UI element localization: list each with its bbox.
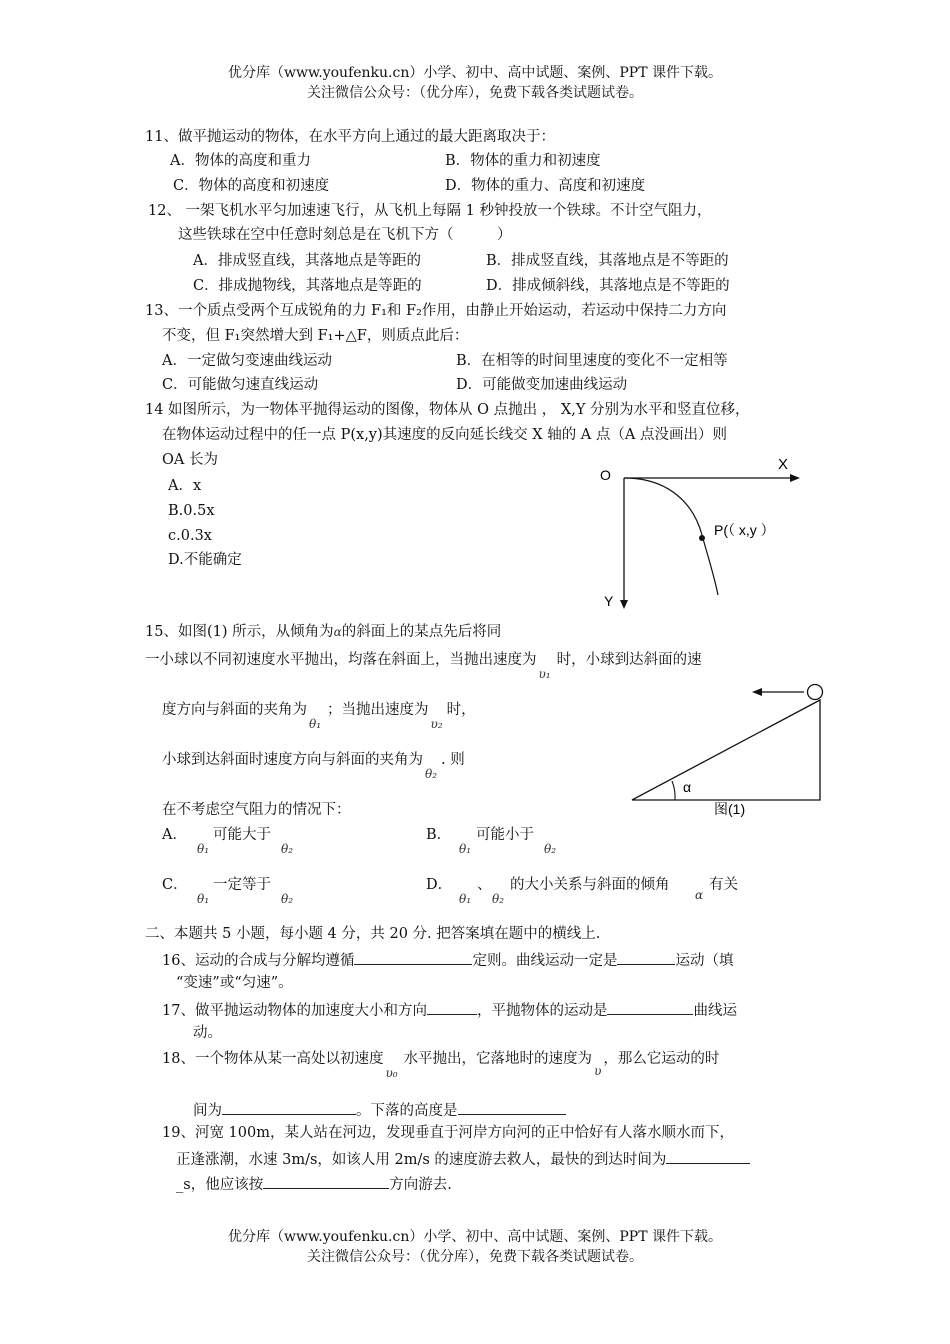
q15-option-a-label: A． bbox=[162, 827, 187, 843]
q15-stem-4: 小球到达斜面时速度方向与斜面的夹角为$_{\theta_2}$. 则 bbox=[162, 752, 465, 781]
q15-option-d-text: 的大小关系与斜面的倾角 bbox=[510, 877, 670, 893]
section-2-title: 二、本题共 5 小题，每小题 4 分，共 20 分. 把答案填在题中的横线上. bbox=[145, 926, 601, 942]
ball-icon bbox=[808, 685, 823, 700]
q11-option-c: C．物体的高度和初速度 bbox=[173, 178, 330, 194]
q13-option-d: D．可能做变加速曲线运动 bbox=[456, 377, 628, 393]
q14-option-d: D.不能确定 bbox=[168, 552, 242, 568]
alpha-symbol: α bbox=[333, 625, 342, 639]
incline-angle-label: α bbox=[683, 779, 692, 795]
q15-d-theta1: θ₁ bbox=[459, 892, 472, 906]
x-axis-label: X bbox=[778, 456, 789, 473]
q12-option-d: D．排成倾斜线，其落地点是不等距的 bbox=[486, 278, 730, 294]
q15-c-theta2: θ₂ bbox=[281, 892, 294, 906]
q15-option-b-label: B． bbox=[426, 827, 452, 843]
q19-stem-1: 19、河宽 100m，某人站在河边，发现垂直于河岸方向河的正中恰好有人落水顺水而下， bbox=[162, 1125, 734, 1141]
q15-stem-2: 一小球以不同初速度水平抛出，均落在斜面上，当抛出速度为$_{\upsilon_1}$时，小球到达斜面的速 bbox=[145, 652, 702, 681]
v-symbol: υ bbox=[594, 1064, 602, 1078]
q15-d-separator: 、 bbox=[477, 877, 492, 893]
q15-stem-3: 度方向与斜面的夹角为$_{\theta_1}$；当抛出速度为$_{\upsilon_2}$时， bbox=[162, 702, 476, 731]
q11-option-b: B．物体的重力和初速度 bbox=[445, 153, 601, 169]
q15-c-theta1: θ₁ bbox=[197, 892, 210, 906]
q15-b-theta1: θ₁ bbox=[459, 842, 472, 856]
q17-stem-2: 动。 bbox=[193, 1025, 222, 1041]
q17-stem-1: 17、做平抛运动物体的加速度大小和方向 ，平抛物体的运动是 曲线运 bbox=[162, 1000, 737, 1020]
header-line-2: 关注微信公众号：（优分库），免费下载各类试题试卷。 bbox=[307, 85, 643, 101]
q14-option-b: B.0.5x bbox=[168, 503, 215, 519]
x-axis-arrow-icon bbox=[790, 474, 800, 482]
q14-stem-1: 14 如图所示，为一物体平抛得运动的图像，物体从 O 点抛出 ， X,Y 分别为水平和竖直位移， bbox=[145, 402, 750, 418]
q11-option-d: D．物体的重力、高度和初速度 bbox=[445, 178, 646, 194]
origin-label: O bbox=[600, 467, 611, 483]
theta2-symbol: θ₂ bbox=[425, 767, 438, 781]
q14-option-c: c.0.3x bbox=[168, 528, 212, 544]
q16-blank-2[interactable] bbox=[617, 950, 675, 965]
header-line-1: 优分库（www.youfenku.cn）小学、初中、高中试题、案例、PPT 课件下载。 bbox=[227, 65, 722, 81]
point-p-label: P(（ x,y ） bbox=[714, 522, 775, 538]
point-p-marker bbox=[699, 535, 705, 541]
q12-option-b: B．排成竖直线，其落地点是不等距的 bbox=[486, 253, 729, 269]
q19-blank-1[interactable] bbox=[666, 1149, 750, 1164]
v1-symbol: υ₁ bbox=[538, 667, 551, 681]
q15-option-d-label: D． bbox=[426, 877, 453, 893]
q11-stem: 11、做平抛运动的物体，在水平方向上通过的最大距离取决于： bbox=[145, 129, 555, 145]
v2-symbol: υ₂ bbox=[430, 717, 443, 731]
angle-arc bbox=[672, 781, 675, 800]
q19-blank-2[interactable] bbox=[263, 1174, 389, 1189]
q15-d-alpha: α bbox=[695, 888, 704, 902]
q14-trajectory-figure bbox=[590, 455, 820, 615]
q15-d-theta2: θ₂ bbox=[492, 892, 505, 906]
q14-stem-2: 在物体运动过程中的任一点 P(x,y)其速度的反向延长线交 X 轴的 A 点（A 点没画出）则 bbox=[162, 427, 727, 443]
q18-blank-2[interactable] bbox=[458, 1100, 566, 1115]
q13-option-b: B．在相等的时间里速度的变化不一定相等 bbox=[456, 353, 728, 369]
v0-symbol: υ₀ bbox=[385, 1066, 398, 1080]
q13-stem-1: 13、一个质点受两个互成锐角的力 F₁和 F₂作用，由静止开始运动，若运动中保持二力方向 bbox=[145, 303, 727, 319]
q15-option-c-text: 一定等于 bbox=[213, 877, 271, 893]
q18-stem-2: 间为 。下落的高度是 bbox=[193, 1100, 566, 1120]
q15-b-theta2: θ₂ bbox=[544, 842, 557, 856]
q15-option-b-text: 可能小于 bbox=[476, 827, 534, 843]
q13-option-c: C．可能做匀速直线运动 bbox=[162, 377, 319, 393]
q12-option-a: A．排成竖直线，其落地点是等距的 bbox=[193, 253, 421, 269]
q12-stem-1: 12、 一架飞机水平匀加速速飞行，从飞机上每隔 1 秒钟投放一个铁球。不计空气阻力， bbox=[148, 203, 712, 219]
q16-blank-1[interactable] bbox=[354, 950, 472, 965]
q16-stem-1: 16、运动的合成与分解均遵循 定则。曲线运动一定是 运动（填 bbox=[162, 950, 733, 970]
q17-blank-1[interactable] bbox=[427, 1000, 477, 1015]
footer-line-2: 关注微信公众号：（优分库），免费下载各类试题试卷。 bbox=[307, 1249, 643, 1265]
velocity-arrow-head-icon bbox=[752, 688, 762, 696]
q12-stem-2: 这些铁球在空中任意时刻总是在飞机下方（ ） bbox=[178, 227, 512, 243]
q15-incline-figure bbox=[628, 680, 828, 825]
q12-option-c: C．排成抛物线，其落地点是等距的 bbox=[193, 278, 422, 294]
q15-option-a-text: 可能大于 bbox=[213, 827, 271, 843]
q17-blank-2[interactable] bbox=[607, 1000, 693, 1015]
footer-line-1: 优分库（www.youfenku.cn）小学、初中、高中试题、案例、PPT 课件下载。 bbox=[227, 1229, 722, 1245]
theta1-symbol: θ₁ bbox=[309, 717, 322, 731]
q15-stem-1: 15、如图(1) 所示，从倾角为α的斜面上的某点先后将同 bbox=[145, 624, 502, 640]
q15-a-theta2: θ₂ bbox=[281, 842, 294, 856]
q13-option-a: A．一定做匀变速曲线运动 bbox=[162, 353, 332, 369]
q15-option-c-label: C． bbox=[162, 877, 188, 893]
y-axis-label: Y bbox=[604, 593, 614, 609]
q16-stem-2: “变速”或“匀速”。 bbox=[176, 975, 293, 991]
q14-option-a: A．x bbox=[168, 478, 202, 494]
q14-stem-3: OA 长为 bbox=[162, 452, 218, 468]
q18-blank-1[interactable] bbox=[222, 1100, 356, 1115]
q15-option-d-text-2: 有关 bbox=[709, 877, 738, 893]
incline-triangle bbox=[632, 700, 820, 800]
q19-stem-2: 正逢涨潮，水速 3m/s，如该人用 2m/s 的速度游去救人，最快的到达时间为 bbox=[176, 1149, 750, 1169]
q11-option-a: A．物体的高度和重力 bbox=[170, 153, 311, 169]
q19-stem-3: _s，他应该按 方向游去. bbox=[176, 1174, 452, 1194]
q18-stem-1: 18、一个物体从某一高处以初速度$_{\upsilon_0}$水平抛出，它落地时的速度为$_\upsilon$，那么它运动的时 bbox=[162, 1051, 720, 1080]
y-axis-arrow-icon bbox=[620, 600, 628, 609]
q13-stem-2: 不变，但 F₁突然增大到 F₁+△F，则质点此后： bbox=[162, 328, 469, 344]
q15-a-theta1: θ₁ bbox=[197, 842, 210, 856]
q15-stem-5: 在不考虑空气阻力的情况下： bbox=[162, 802, 351, 818]
figure-caption: 图(1) bbox=[714, 801, 746, 817]
